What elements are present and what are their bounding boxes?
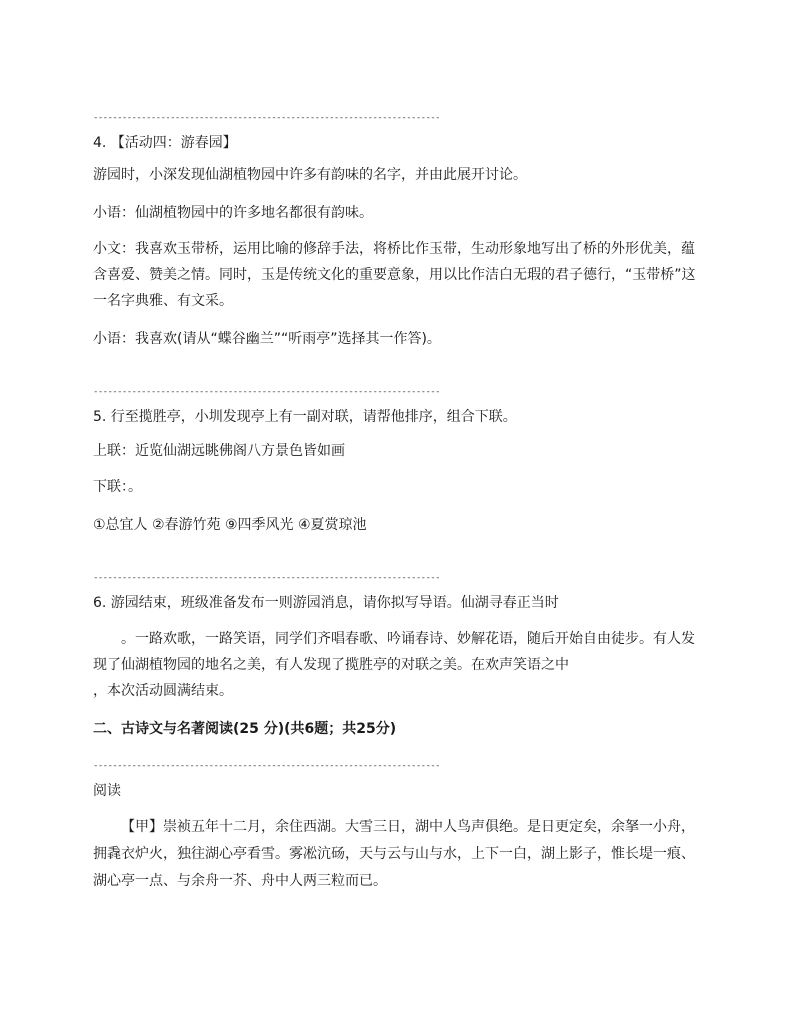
question-5-title: 5. 行至揽胜亭，小圳发现亭上有一副对联，请帮他排序，组合下联。 [93, 409, 517, 425]
question-4-dialogue-2: 小文：我喜欢玉带桥，运用比喻的修辞手法，将桥比作玉带，生动形象地写出了桥的外形优美，蕴含喜爱、赞美之情。同时，玉是传统文化的重要意象，用以比作洁白无瑕的君子德行，“玉带桥”这一名字典雅、有文采。 [93, 241, 696, 309]
separator-line: ------------------------------------------------------------------------ [93, 573, 440, 583]
question-4-title: 4. 【活动四：游春园】 [93, 135, 237, 151]
question-4-dialogue-1: 小语：仙湖植物园中的许多地名都很有韵味。 [93, 205, 373, 221]
separator-line: ------------------------------------------------------------------------ [93, 761, 440, 771]
question-6-title: 6. 游园结束，班级准备发布一则游园消息，请你拟写导语。仙湖寻春正当时 [93, 595, 559, 611]
section-2-heading: 二、古诗文与名著阅读(25 分)(共6题；共25分) [93, 721, 397, 737]
question-6-body-end: ，本次活动圆满结束。 [93, 683, 233, 699]
question-6-body: 。一路欢歌，一路笑语，同学们齐唱春歌、吟诵春诗、妙解花语，随后开始自由徒步。有人发现了仙湖植物园的地名之美，有人发现了揽胜亭的对联之美。在欢声笑语之中 [93, 631, 695, 673]
reading-label: 阅读 [93, 783, 121, 799]
question-5-lower-couplet: 下联：。 [93, 479, 142, 495]
reading-passage-jia: 【甲】崇祯五年十二月，余住西湖。大雪三日，湖中人鸟声俱绝。是日更定矣，余拏一小舟，拥毳衣炉火，独往湖心亭看雪。雾凇沆砀，天与云与山与水，上下一白，湖上影子，惟长堤一痕、湖心亭一点、与余舟一芥、舟中人两三粒而已。 [93, 819, 695, 889]
separator-line: ------------------------------------------------------------------------ [93, 387, 440, 397]
separator-line: ------------------------------------------------------------------------ [93, 113, 440, 123]
question-4-intro: 游园时，小深发现仙湖植物园中许多有韵味的名字，并由此展开讨论。 [93, 167, 527, 183]
question-5-options: ①总宜人 ②春游竹苑 ⑨四季风光 ④夏赏琼池 [93, 517, 367, 533]
document-content [93, 112, 708, 895]
question-5-upper-couplet: 上联：近览仙湖远眺佛阁八方景色皆如画 [93, 443, 345, 459]
question-4-dialogue-3: 小语：我喜欢(请从“蝶谷幽兰”“听雨亭”选择其一作答)。 [93, 331, 441, 347]
